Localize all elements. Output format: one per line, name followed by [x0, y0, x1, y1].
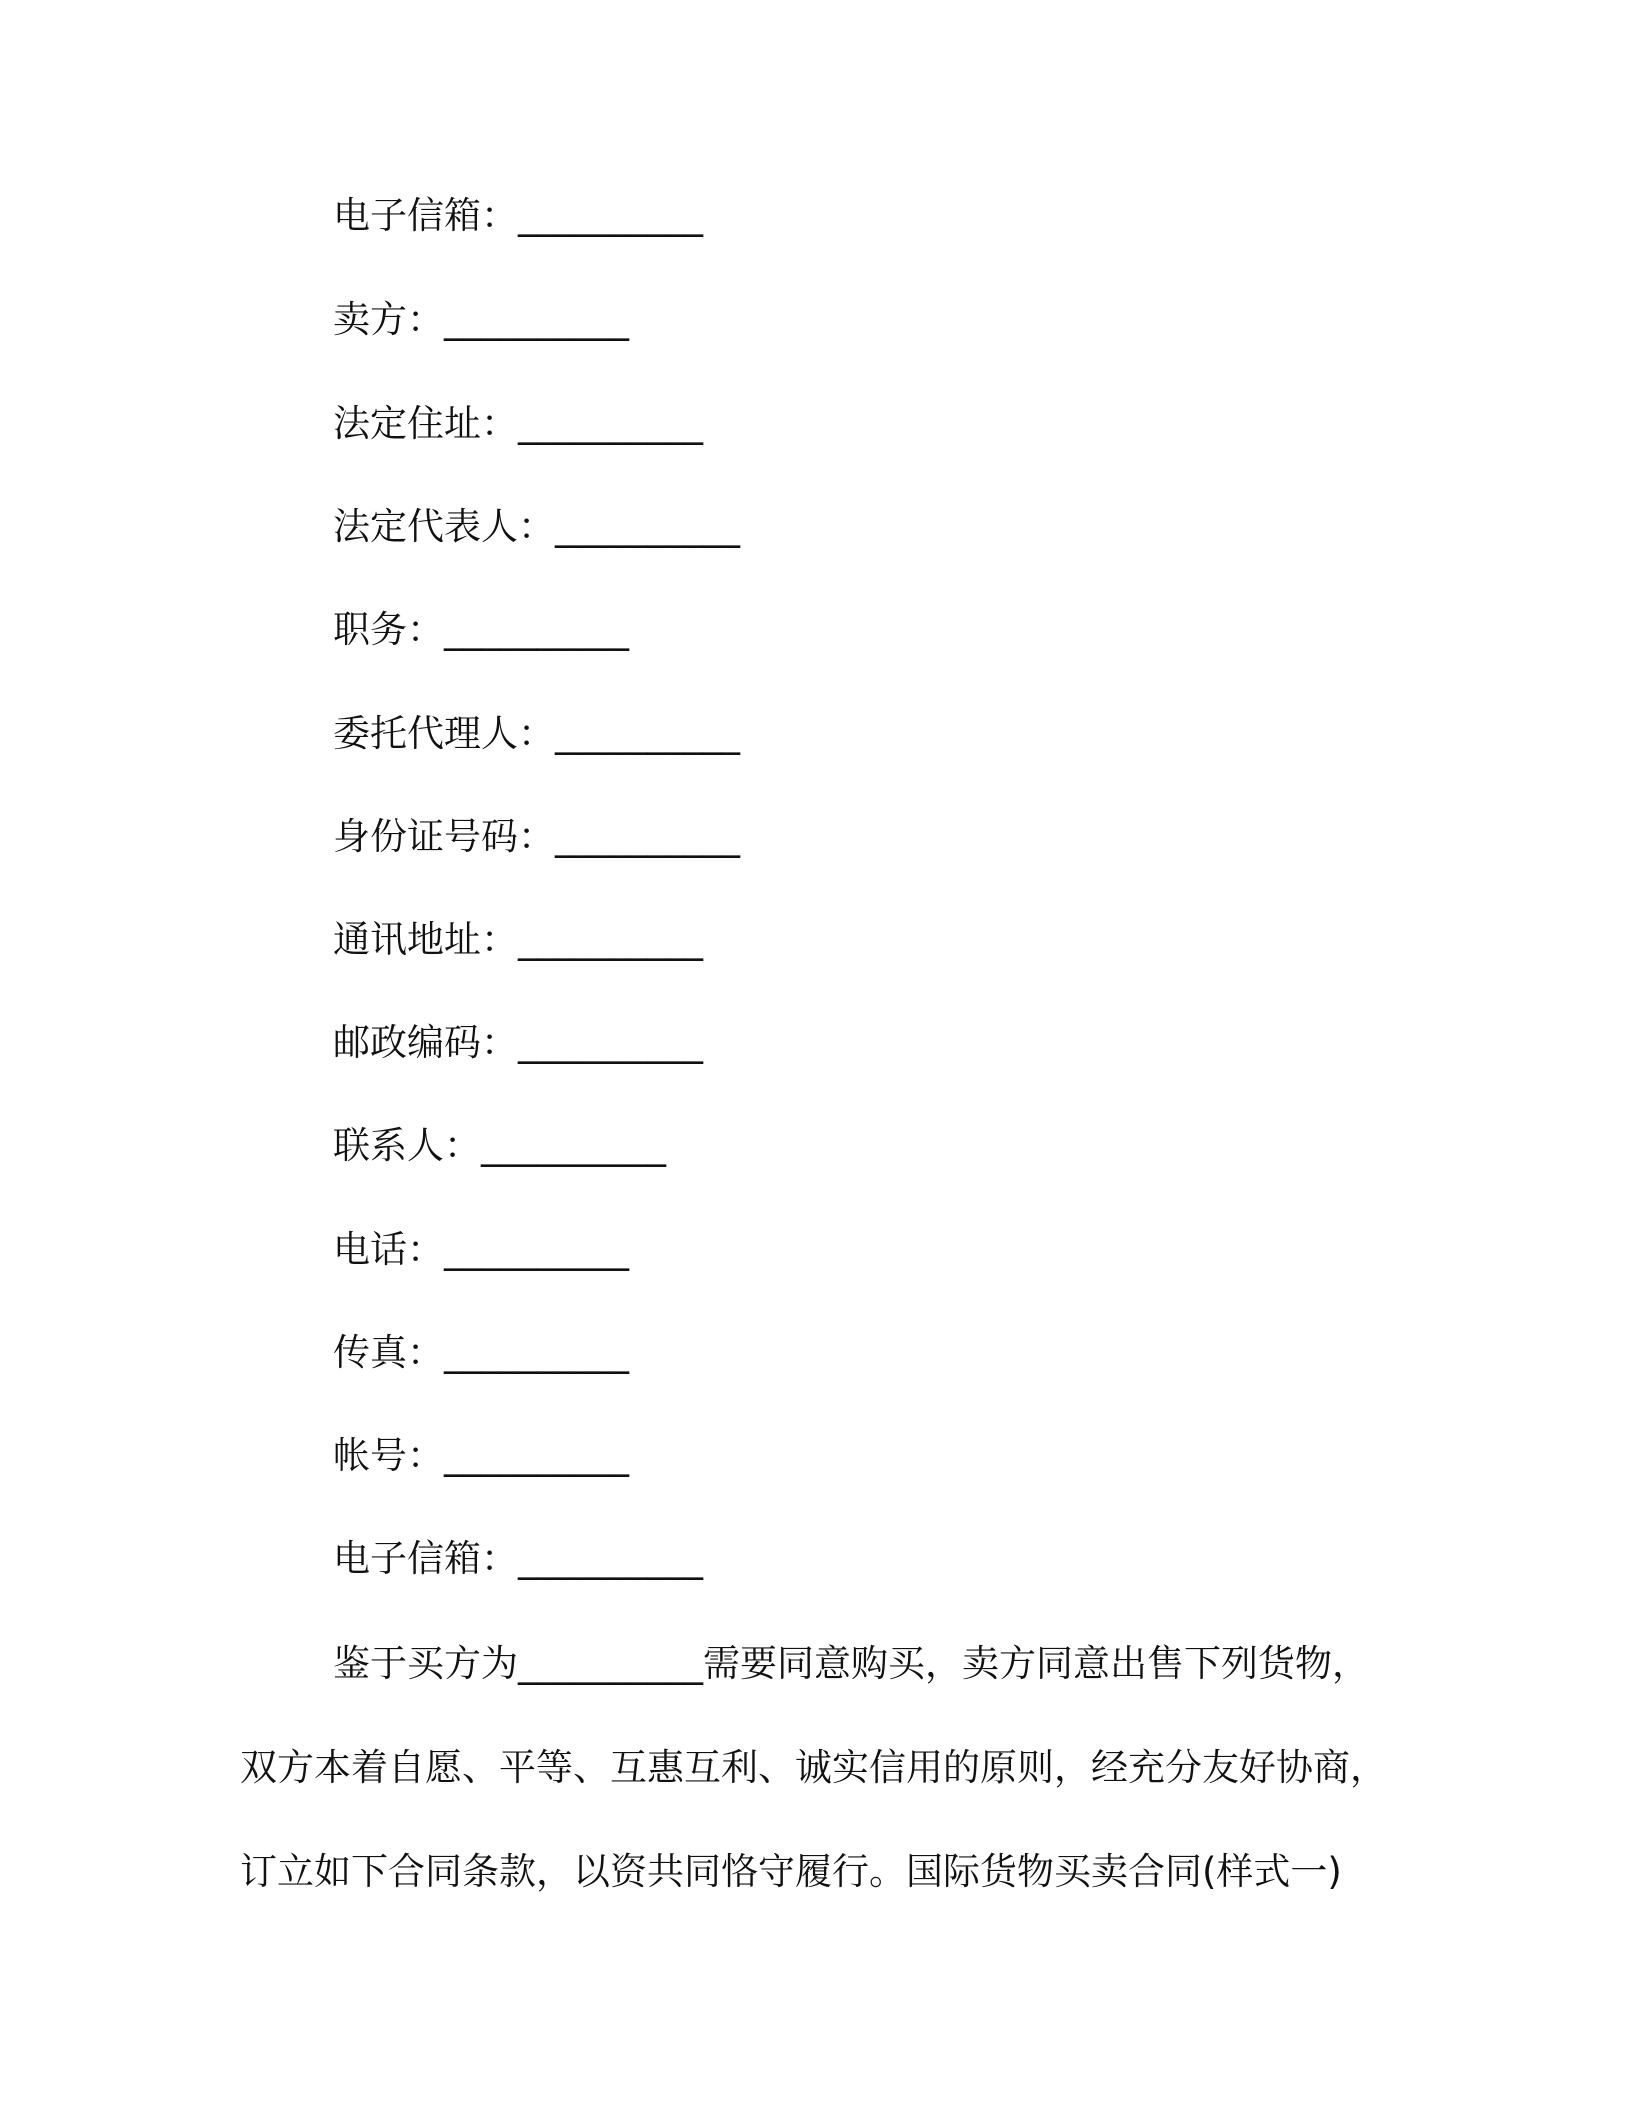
- field-authorized-agent: 委托代理人：__________: [333, 712, 740, 755]
- field-position: 职务：__________: [333, 608, 629, 651]
- field-email-2: 电子信箱：__________: [333, 1537, 703, 1580]
- field-legal-address: 法定住址：__________: [333, 402, 703, 445]
- field-account: 帐号：__________: [333, 1434, 629, 1477]
- field-postal-code: 邮政编码：__________: [333, 1021, 703, 1064]
- field-mailing-address: 通讯地址：__________: [333, 918, 703, 961]
- paragraph-line-3: 订立如下合同条款，以资共同恪守履行。国际货物买卖合同(样式一): [240, 1850, 1342, 1893]
- paragraph-line-2: 双方本着自愿、平等、互惠互利、诚实信用的原则，经充分友好协商，: [240, 1746, 1387, 1789]
- field-phone: 电话：__________: [333, 1228, 629, 1271]
- field-legal-representative: 法定代表人：__________: [333, 505, 740, 548]
- field-contact-person: 联系人：__________: [333, 1124, 666, 1167]
- field-id-number: 身份证号码：__________: [333, 815, 740, 858]
- preamble-paragraph: [240, 1612, 1390, 1924]
- field-fax: 传真：__________: [333, 1331, 629, 1374]
- paragraph-line-1: 鉴于买方为__________需要同意购买，卖方同意出售下列货物，: [333, 1642, 1369, 1685]
- field-email: 电子信箱：__________: [333, 194, 703, 237]
- field-seller: 卖方：__________: [333, 298, 629, 341]
